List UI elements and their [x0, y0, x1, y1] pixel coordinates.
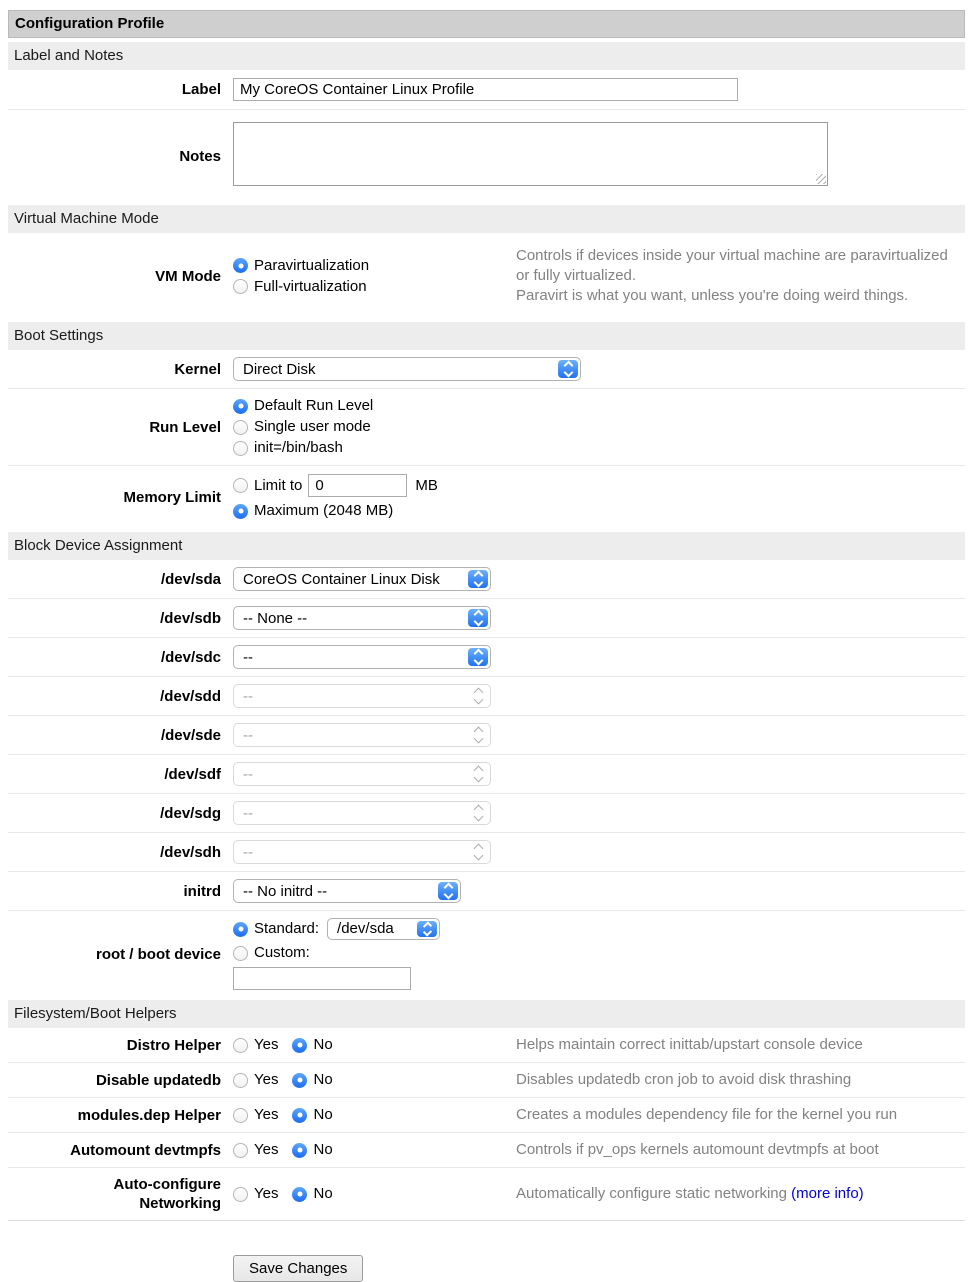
root-boot-device-label: root / boot device — [95, 945, 221, 963]
select-arrows-icon — [468, 648, 488, 666]
memory-unit-label: MB — [415, 476, 438, 494]
no-label: No — [313, 1141, 333, 1158]
dev-sdg-select-value: -- — [243, 804, 253, 822]
kernel-label: Kernel — [174, 360, 221, 378]
distro-helper-row — [8, 1028, 965, 1062]
root-standard-label: Standard: — [254, 920, 320, 937]
modules-dep-yes-radio[interactable] — [233, 1108, 248, 1123]
distro-helper-help: Helps maintain correct inittab/upstart console device — [516, 1036, 863, 1053]
dev-sde-select — [233, 723, 491, 747]
memory-limit-to-label: Limit to — [254, 476, 303, 494]
dev-sdh-select — [233, 840, 491, 864]
no-label: No — [313, 1106, 333, 1123]
section-fs-helpers: Filesystem/Boot Helpers — [8, 1000, 965, 1028]
root-custom-label: Custom: — [254, 944, 310, 961]
distro-helper-label: Distro Helper — [126, 1036, 221, 1054]
memory-limit-input[interactable] — [308, 474, 407, 497]
memory-limit-label: Memory Limit — [123, 489, 221, 506]
dev-sde-select-value: -- — [243, 726, 253, 744]
auto-configure-networking-row — [8, 1167, 965, 1220]
auto-configure-networking-label: Auto-configure Networking — [113, 1176, 221, 1212]
dev-sdg-select — [233, 801, 491, 825]
yes-label: Yes — [254, 1185, 279, 1202]
yes-label: Yes — [254, 1071, 279, 1088]
yes-label: Yes — [254, 1141, 279, 1158]
modules-dep-label: modules.dep Helper — [77, 1106, 221, 1124]
vm-mode-paravirt-label: Paravirtualization — [254, 256, 370, 274]
vm-mode-label: VM Mode — [155, 267, 221, 285]
select-arrows-icon — [468, 570, 488, 588]
notes-textarea[interactable] — [233, 122, 828, 186]
select-arrows-icon — [468, 765, 488, 783]
automount-devtmpfs-row — [8, 1132, 965, 1167]
save-changes-button[interactable]: Save Changes — [233, 1255, 363, 1282]
run-level-single-label: Single user mode — [254, 418, 371, 435]
section-block-devices: Block Device Assignment — [8, 532, 965, 560]
dev-sdc-row — [8, 637, 965, 676]
dev-sdb-select-value: -- None -- — [243, 609, 308, 627]
no-label: No — [313, 1036, 333, 1053]
dev-sdf-row — [8, 754, 965, 793]
dev-sdd-select — [233, 684, 491, 708]
vm-mode-help — [516, 246, 965, 306]
select-arrows-icon — [468, 804, 488, 822]
vm-mode-fullvirt-label: Full-virtualization — [254, 277, 367, 295]
dev-sdc-label: /dev/sdc — [160, 648, 221, 666]
disable-updatedb-yes-radio[interactable] — [233, 1073, 248, 1088]
dev-sde-label: /dev/sde — [160, 726, 221, 744]
vm-mode-help-line1: Controls if devices inside your virtual machine are paravirtualized or fully virtualized. — [516, 247, 948, 284]
dev-sdc-select-value: -- — [243, 648, 253, 666]
disable-updatedb-label: Disable updatedb — [95, 1071, 221, 1089]
vm-mode-row — [8, 233, 965, 319]
label-input[interactable] — [233, 78, 738, 101]
disable-updatedb-help: Disables updatedb cron job to avoid disk thrashing — [516, 1071, 852, 1088]
automount-devtmpfs-help: Controls if pv_ops kernels automount devtmpfs at boot — [516, 1141, 879, 1158]
dev-sdb-select[interactable] — [233, 606, 491, 630]
automount-devtmpfs-label: Automount devtmpfs — [70, 1141, 221, 1159]
modules-dep-help: Creates a modules dependency file for the kernel you run — [516, 1106, 898, 1123]
root-standard-select[interactable] — [327, 918, 440, 940]
dev-sda-row — [8, 560, 965, 598]
dev-sdg-label: /dev/sdg — [160, 804, 221, 822]
select-arrows-icon — [468, 843, 488, 861]
run-level-initbash-label: init=/bin/bash — [254, 439, 343, 456]
dev-sdb-row — [8, 598, 965, 637]
root-standard-radio[interactable] — [233, 922, 248, 937]
page-title: Configuration Profile — [8, 10, 965, 38]
select-arrows-icon — [438, 882, 458, 900]
auto-configure-networking-no-radio[interactable] — [292, 1187, 307, 1202]
dev-sdh-select-value: -- — [243, 843, 253, 861]
dev-sdg-row — [8, 793, 965, 832]
memory-maximum-radio[interactable] — [233, 504, 248, 519]
vm-mode-paravirt-radio[interactable] — [233, 258, 248, 273]
dev-sdb-label: /dev/sdb — [160, 609, 221, 627]
disable-updatedb-no-radio[interactable] — [292, 1073, 307, 1088]
disable-updatedb-row — [8, 1062, 965, 1097]
dev-sdf-label: /dev/sdf — [164, 765, 221, 783]
kernel-select[interactable] — [233, 357, 581, 381]
dev-sdd-select-value: -- — [243, 687, 253, 705]
select-arrows-icon — [417, 921, 437, 937]
distro-helper-yes-radio[interactable] — [233, 1038, 248, 1053]
section-vm-mode: Virtual Machine Mode — [8, 205, 965, 233]
dev-sdh-row — [8, 832, 965, 871]
root-custom-radio[interactable] — [233, 946, 248, 961]
no-label: No — [313, 1185, 333, 1202]
kernel-select-value: Direct Disk — [243, 360, 316, 378]
initrd-select-value: -- No initrd -- — [243, 882, 328, 900]
dev-sda-select-value: CoreOS Container Linux Disk — [243, 570, 440, 588]
notes-row — [8, 109, 965, 202]
initrd-select[interactable] — [233, 879, 461, 903]
label-row — [8, 70, 965, 109]
footer-divider — [8, 1220, 965, 1221]
no-label: No — [313, 1071, 333, 1088]
yes-label: Yes — [254, 1106, 279, 1123]
more-info-link[interactable]: (more info) — [791, 1185, 864, 1202]
root-custom-input[interactable] — [233, 967, 411, 990]
root-standard-select-value: /dev/sda — [337, 920, 394, 937]
dev-sda-label: /dev/sda — [160, 570, 221, 588]
run-level-label: Run Level — [149, 418, 221, 436]
notes-field-label: Notes — [179, 147, 221, 165]
section-label-and-notes: Label and Notes — [8, 42, 965, 70]
vm-mode-help-line2: Paravirt is what you want, unless you're doing weird things. — [516, 287, 909, 304]
vm-mode-fullvirt-radio[interactable] — [233, 279, 248, 294]
select-arrows-icon — [468, 609, 488, 627]
dev-sdc-select[interactable] — [233, 645, 491, 669]
memory-limit-row — [8, 465, 965, 529]
run-level-default-label: Default Run Level — [254, 397, 374, 414]
dev-sda-select[interactable] — [233, 567, 491, 591]
run-level-default-radio[interactable] — [233, 399, 248, 414]
initrd-row — [8, 871, 965, 910]
yes-label: Yes — [254, 1036, 279, 1053]
dev-sdf-select-value: -- — [243, 765, 253, 783]
memory-limit-to-radio[interactable] — [233, 478, 248, 493]
section-boot-settings: Boot Settings — [8, 322, 965, 350]
auto-configure-networking-help: Automatically configure static networking (more info) — [516, 1185, 864, 1202]
select-arrows-icon — [558, 360, 578, 378]
kernel-row — [8, 350, 965, 388]
dev-sdd-row — [8, 676, 965, 715]
auto-configure-networking-yes-radio[interactable] — [233, 1187, 248, 1202]
dev-sdd-label: /dev/sdd — [160, 687, 221, 705]
automount-devtmpfs-yes-radio[interactable] — [233, 1143, 248, 1158]
modules-dep-row — [8, 1097, 965, 1132]
root-boot-device-row — [8, 910, 965, 997]
dev-sdf-select — [233, 762, 491, 786]
modules-dep-no-radio[interactable] — [292, 1108, 307, 1123]
label-field-label: Label — [181, 81, 221, 98]
distro-helper-no-radio[interactable] — [292, 1038, 307, 1053]
select-arrows-icon — [468, 687, 488, 705]
run-level-single-radio[interactable] — [233, 420, 248, 435]
automount-devtmpfs-no-radio[interactable] — [292, 1143, 307, 1158]
initrd-label: initrd — [183, 882, 221, 900]
dev-sde-row — [8, 715, 965, 754]
notes-textarea-wrap — [233, 122, 828, 186]
run-level-initbash-radio[interactable] — [233, 441, 248, 456]
dev-sdh-label: /dev/sdh — [160, 843, 221, 861]
memory-maximum-label: Maximum (2048 MB) — [254, 502, 394, 519]
run-level-row — [8, 388, 965, 465]
select-arrows-icon — [468, 726, 488, 744]
